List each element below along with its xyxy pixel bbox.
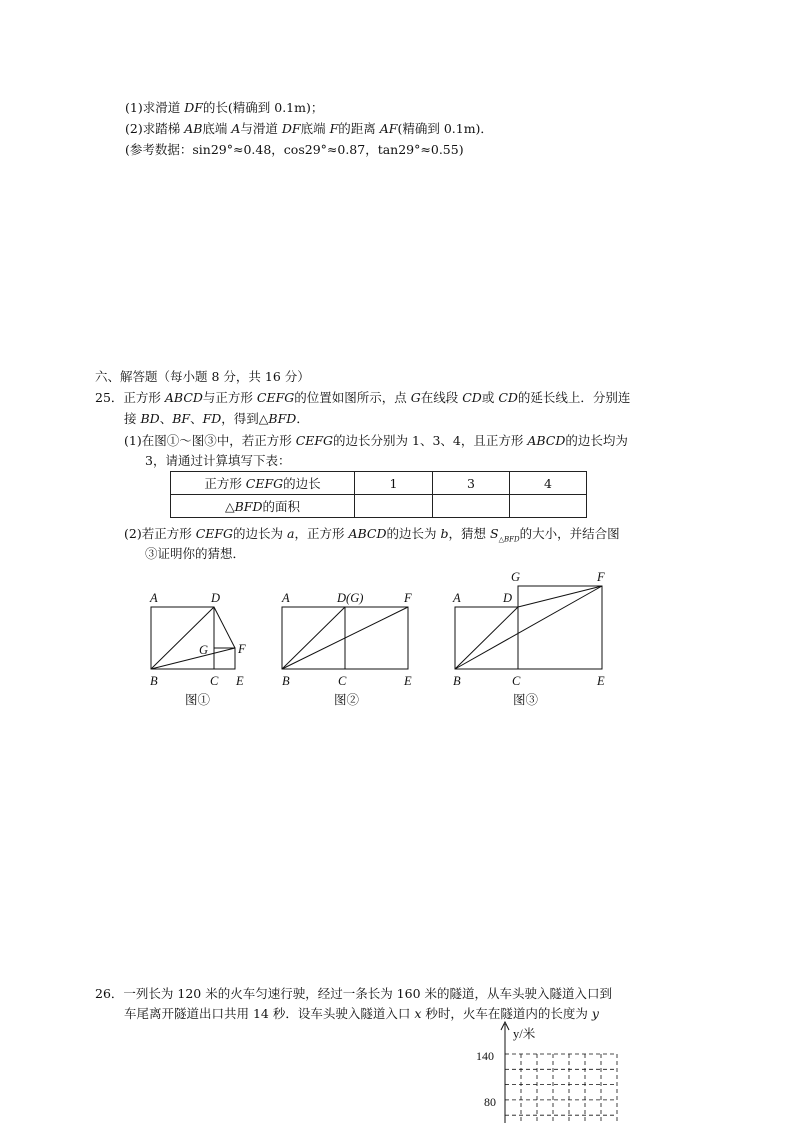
y-axis-label: y/米 xyxy=(513,1027,536,1041)
q25-sub1-line1: (1)在图①～图③中，若正方形 CEFG的边长分别为 1、3、4，且正方形 ABCD的边长均为 xyxy=(124,433,628,448)
q26-line2: 车尾离开隧道出口共用 14 秒．设车头驶入隧道入口 x 秒时，火车在隧道内的长度为 y xyxy=(124,1006,599,1021)
answer-cell[interactable] xyxy=(355,495,433,518)
fig3-label-G: G xyxy=(511,570,521,584)
table-cell: 4 xyxy=(510,472,587,495)
fig2-caption: 图② xyxy=(334,693,360,707)
figure-1-diagram xyxy=(151,607,235,669)
section-heading: 六、解答题（每小题 8 分，共 16 分） xyxy=(95,369,310,384)
fig3-label-B: B xyxy=(453,674,461,688)
q25-figures xyxy=(0,560,794,710)
q26-graph xyxy=(460,1020,630,1123)
q24-sub1: (1)求滑道 DF的长(精确到 0.1m)； xyxy=(125,100,324,115)
table-row xyxy=(171,472,587,495)
fig1-label-G: G xyxy=(199,643,209,657)
table-header-cell: 正方形 CEFG的边长 xyxy=(171,472,355,495)
q25-sub2-line1: (2)若正方形 CEFG的边长为 a，正方形 ABCD的边长为 b，猜想 $S_{\triangle BFD}$的大小，并结合图 xyxy=(124,526,620,544)
fig3-label-D: D xyxy=(503,591,513,605)
q24-sub2: (2)求踏梯 AB底端 A与滑道 DF底端 F的距离 AF(精确到 0.1m)． xyxy=(125,121,493,136)
fig1-label-C: C xyxy=(210,674,219,688)
answer-cell[interactable] xyxy=(510,495,587,518)
fig2-label-F: F xyxy=(404,591,412,605)
fig1-label-A: A xyxy=(150,591,158,605)
table-cell: 1 xyxy=(355,472,433,495)
table-header-cell: △BFD的面积 xyxy=(171,495,355,518)
fig2-label-C: C xyxy=(338,674,347,688)
fig1-label-E: E xyxy=(236,674,244,688)
y-tick-label: 140 xyxy=(476,1049,494,1063)
fig2-label-DG: D(G) xyxy=(337,591,364,605)
q25-line2: 接 BD、BF、FD，得到△BFD． xyxy=(124,411,309,426)
table-row xyxy=(171,495,587,518)
fig1-label-D: D xyxy=(211,591,221,605)
fig3-label-C: C xyxy=(512,674,521,688)
fig1-label-B: B xyxy=(150,674,158,688)
figure-2-diagram xyxy=(282,607,408,669)
fig1-caption: 图① xyxy=(185,693,211,707)
graph-grid xyxy=(505,1054,617,1123)
q26-line1: 26．一列长为 120 米的火车匀速行驶，经过一条长为 160 米的隧道，从车头驶入隧道入口到 xyxy=(95,986,613,1001)
answer-table xyxy=(170,471,587,518)
q24-reference-data: (参考数据：sin29°≈0.48，cos29°≈0.87，tan29°≈0.55) xyxy=(125,142,464,157)
table-cell: 3 xyxy=(433,472,510,495)
q25-sub1-line2: 3，请通过计算填写下表： xyxy=(145,453,291,468)
q25-line1: 25．正方形 ABCD与正方形 CEFG的位置如图所示，点 G在线段 CD或 CD的延长线上．分别连 xyxy=(95,390,631,405)
fig2-label-B: B xyxy=(282,674,290,688)
fig3-label-E: E xyxy=(597,674,605,688)
fig3-caption: 图③ xyxy=(513,693,539,707)
answer-cell[interactable] xyxy=(433,495,510,518)
q25-sub2-line2: ③证明你的猜想． xyxy=(145,546,246,561)
fig2-label-E: E xyxy=(404,674,412,688)
fig3-label-A: A xyxy=(453,591,461,605)
fig1-label-F: F xyxy=(238,642,246,656)
fig2-label-A: A xyxy=(282,591,290,605)
figure-3-diagram xyxy=(455,586,602,669)
fig3-label-F: F xyxy=(597,570,605,584)
y-tick-label: 80 xyxy=(484,1095,496,1109)
